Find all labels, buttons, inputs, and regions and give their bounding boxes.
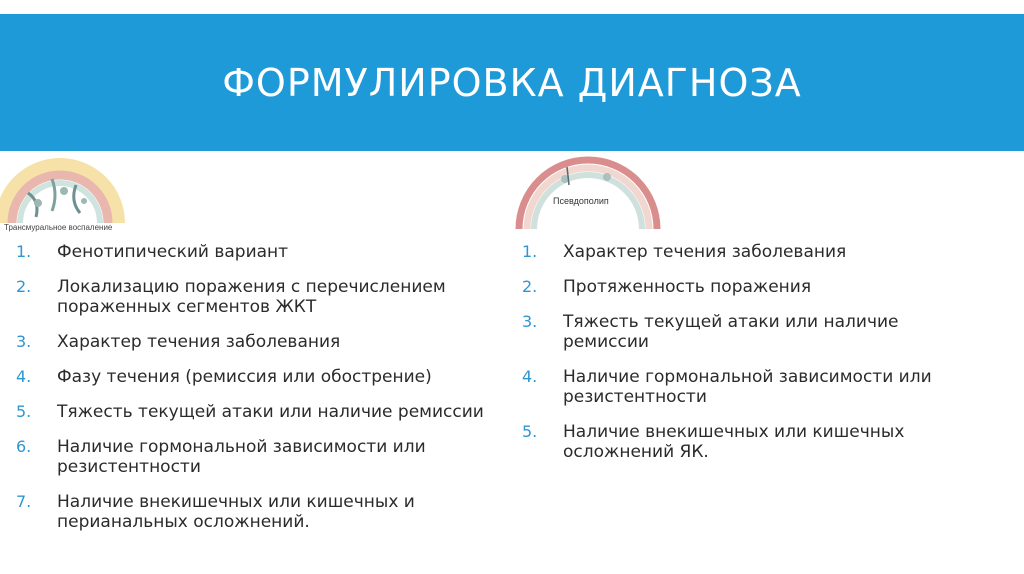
list-item bbox=[16, 437, 496, 477]
list-item-text: Характер течения заболевания bbox=[563, 242, 847, 262]
list-item bbox=[16, 367, 496, 387]
list-item-text: Наличие внекишечных или кишечных осложнений ЯК. bbox=[563, 422, 905, 462]
list-number: 6. bbox=[16, 437, 32, 456]
list-number: 1. bbox=[16, 242, 32, 261]
list-item bbox=[522, 277, 962, 297]
list-item bbox=[16, 242, 496, 262]
list-number: 5. bbox=[522, 422, 538, 441]
list-item-text: Фенотипический вариант bbox=[57, 242, 289, 262]
list-item bbox=[522, 422, 962, 462]
list-item bbox=[16, 277, 496, 317]
list-number: 3. bbox=[16, 332, 32, 351]
list-number: 2. bbox=[16, 277, 32, 296]
list-number: 4. bbox=[522, 367, 538, 386]
list-number: 1. bbox=[522, 242, 538, 261]
list-item-text: Наличие гормональной зависимости или резистентности bbox=[563, 367, 932, 407]
transmural-inflammation-caption: Трансмуральное воспаление bbox=[4, 223, 113, 232]
list-item-text: Тяжесть текущей атаки или наличие ремиссии bbox=[57, 402, 484, 422]
list-number: 3. bbox=[522, 312, 538, 331]
list-item-text: Фазу течения (ремиссия или обострение) bbox=[57, 367, 432, 387]
list-item bbox=[522, 367, 962, 407]
transmural-inflammation-illustration bbox=[0, 151, 125, 233]
slide-title: ФОРМУЛИРОВКА ДИАГНОЗА bbox=[222, 61, 802, 105]
pseudopolyp-caption: Псевдополип bbox=[553, 196, 609, 206]
list-item bbox=[16, 492, 496, 532]
list-item bbox=[16, 402, 496, 422]
list-item-text: Наличие внекишечных или кишечных и перианальных осложнений. bbox=[57, 492, 415, 532]
list-number: 5. bbox=[16, 402, 32, 421]
list-number: 4. bbox=[16, 367, 32, 386]
uc-diagnosis-list bbox=[522, 242, 962, 477]
list-item-text: Тяжесть текущей атаки или наличие ремиссии bbox=[563, 312, 899, 352]
pseudopolyp-illustration bbox=[513, 151, 663, 231]
list-item bbox=[522, 242, 962, 262]
list-number: 7. bbox=[16, 492, 32, 511]
crohn-diagnosis-list bbox=[16, 242, 496, 547]
list-item-text: Характер течения заболевания bbox=[57, 332, 341, 352]
list-item-text: Протяженность поражения bbox=[563, 277, 812, 297]
list-item bbox=[522, 312, 962, 352]
list-number: 2. bbox=[522, 277, 538, 296]
list-item-text: Наличие гормональной зависимости или резистентности bbox=[57, 437, 426, 477]
list-item bbox=[16, 332, 496, 352]
list-item-text: Локализацию поражения с перечислением пораженных сегментов ЖКТ bbox=[57, 277, 446, 317]
